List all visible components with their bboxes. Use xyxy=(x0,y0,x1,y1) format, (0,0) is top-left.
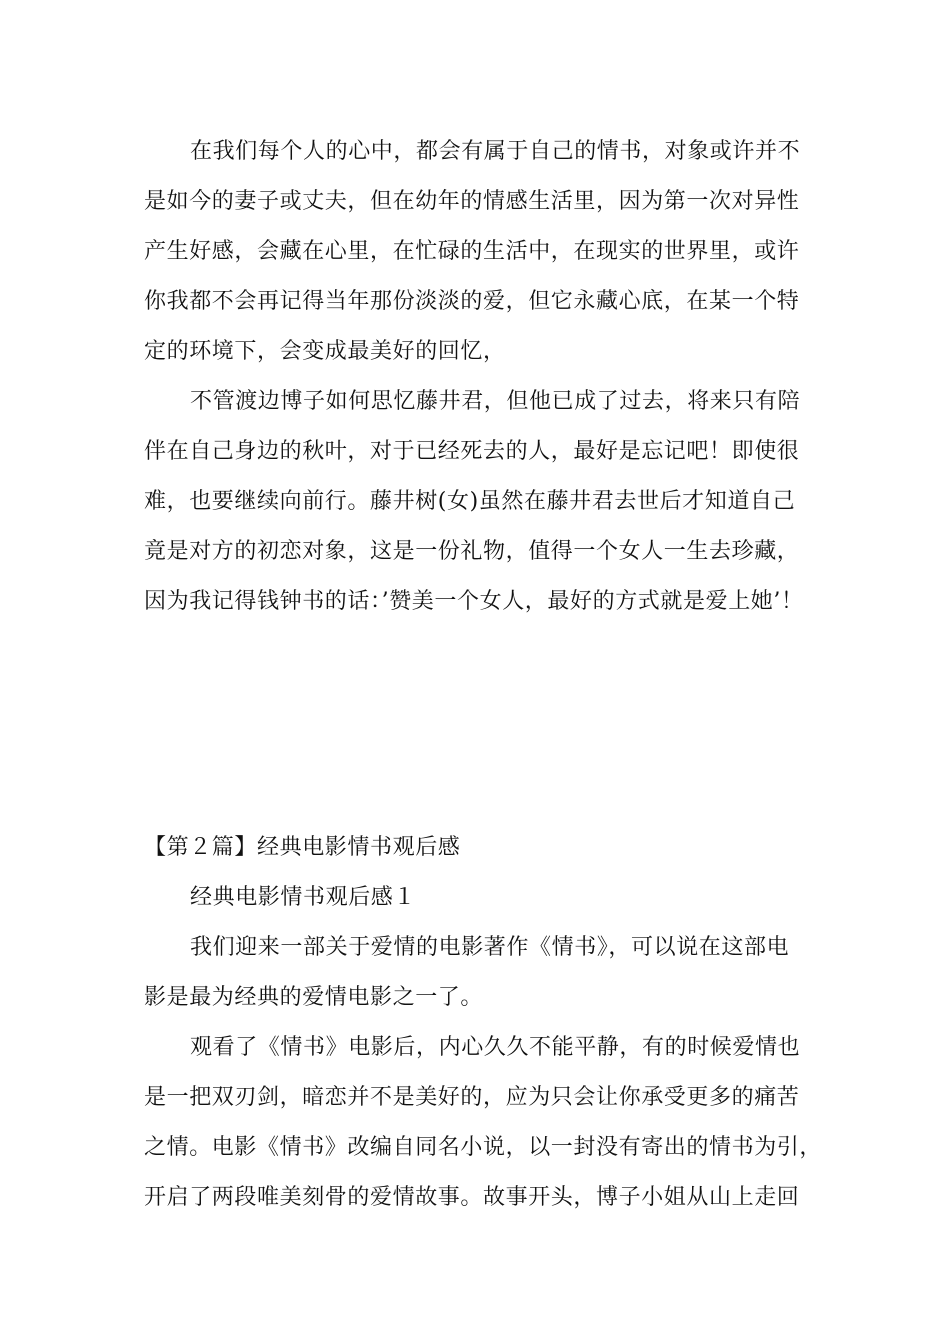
paragraph-line: 竟是对方的初恋对象，这是一份礼物，值得一个女人一生去珍藏， xyxy=(144,539,800,564)
paragraph-line: 影是最为经典的爱情电影之一了。 xyxy=(144,985,484,1010)
section-heading: 【第２篇】经典电影情书观后感 xyxy=(144,835,461,860)
paragraph-line: 不管渡边博子如何思忆藤井君，但他已成了过去，将来只有陪 xyxy=(190,389,801,414)
paragraph-line: 你我都不会再记得当年那份淡淡的爱，但它永藏心底，在某一个特 xyxy=(144,289,800,314)
section-subheading: 经典电影情书观后感１ xyxy=(190,885,417,910)
paragraph-line: 在我们每个人的心中，都会有属于自己的情书，对象或许并不 xyxy=(190,139,801,164)
paragraph-line: 难，也要继续向前行。藤井树(女)虽然在藤井君去世后才知道自己 xyxy=(144,489,796,514)
paragraph-line: 是如今的妻子或丈夫，但在幼年的情感生活里，因为第一次对异性 xyxy=(144,189,800,214)
paragraph-line: 之情。电影《情书》改编自同名小说，以一封没有寄出的情书为引， xyxy=(144,1135,823,1160)
paragraph-line: 我们迎来一部关于爱情的电影著作《情书》，可以说在这部电 xyxy=(190,935,790,960)
paragraph-line: 产生好感，会藏在心里，在忙碌的生活中，在现实的世界里，或许 xyxy=(144,239,800,264)
paragraph-line: 定的环境下，会变成最美好的回忆， xyxy=(144,339,506,364)
paragraph-line: 因为我记得钱钟书的话：’赞美一个女人，最好的方式就是爱上她’！ xyxy=(144,589,804,614)
paragraph-line: 伴在自己身边的秋叶，对于已经死去的人，最好是忘记吧！即使很 xyxy=(144,439,800,464)
paragraph-line: 观看了《情书》电影后，内心久久不能平静，有的时候爱情也 xyxy=(190,1035,801,1060)
paragraph-line: 是一把双刃剑，暗恋并不是美好的，应为只会让你承受更多的痛苦 xyxy=(144,1085,800,1110)
paragraph-line: 开启了两段唯美刻骨的爱情故事。故事开头，博子小姐从山上走回 xyxy=(144,1185,800,1210)
